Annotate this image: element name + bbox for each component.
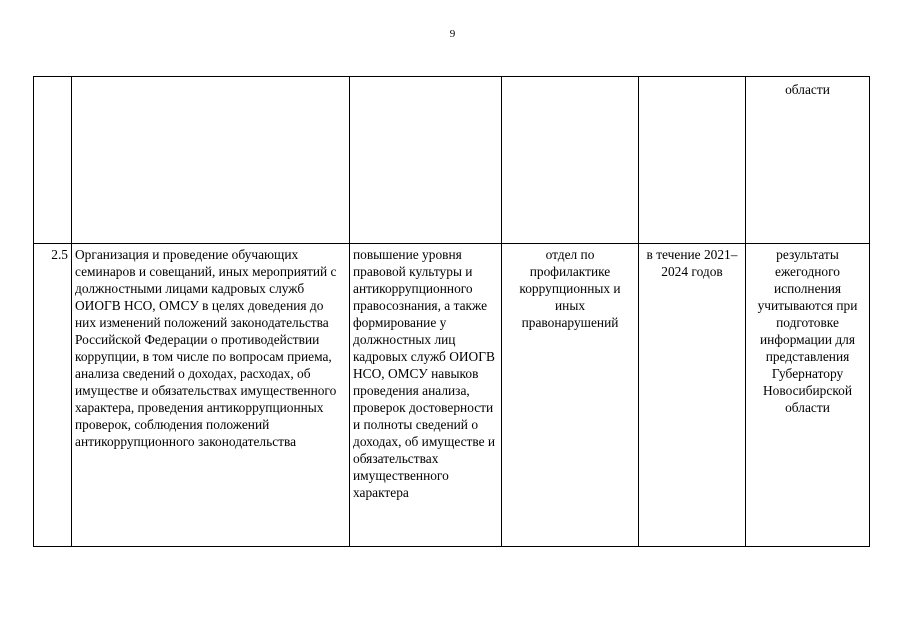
page-number: 9	[449, 28, 456, 40]
indicator-cell: результаты ежегодного исполнения учитываются при подготовке информации для представления Губернатору Новосибирской области	[746, 244, 870, 547]
measure-cell: Организация и проведение обучающих семинаров и совещаний, иных мероприятий с должностными лицами кадровых служб ОИОГВ НСО, ОМСУ в целях доведения до них изменений положений законодательства Российской Федерации о противодействии коррупции, в том числе по вопросам приема, анализа сведений о доходах, расходах, об имуществе и обязательствах имущественного характера, проведения антикоррупционных проверок, соблюдения положений антикоррупционного законодательства	[72, 244, 350, 547]
executor-cell: отдел по профилактике коррупционных и иных правонарушений	[502, 244, 639, 547]
row-number-cell	[34, 77, 72, 244]
measure-cell	[72, 77, 350, 244]
deadline-cell	[639, 77, 746, 244]
table-row-continued	[34, 77, 870, 244]
executor-cell	[502, 77, 639, 244]
row-number-cell: 2.5	[34, 244, 72, 547]
deadline-cell: в течение 2021–2024 годов	[639, 244, 746, 547]
indicator-cell: области	[746, 77, 870, 244]
table-row-2-5	[34, 244, 870, 547]
result-cell: повышение уровня правовой культуры и антикоррупционного правосознания, а также формирование у должностных лиц кадровых служб ОИОГВ НСО, ОМСУ навыков проведения анализа, проверок достоверности и полноты сведений о доходах, об имуществе и обязательствах имущественного характера	[350, 244, 502, 547]
measures-table	[33, 76, 870, 547]
result-cell	[350, 77, 502, 244]
